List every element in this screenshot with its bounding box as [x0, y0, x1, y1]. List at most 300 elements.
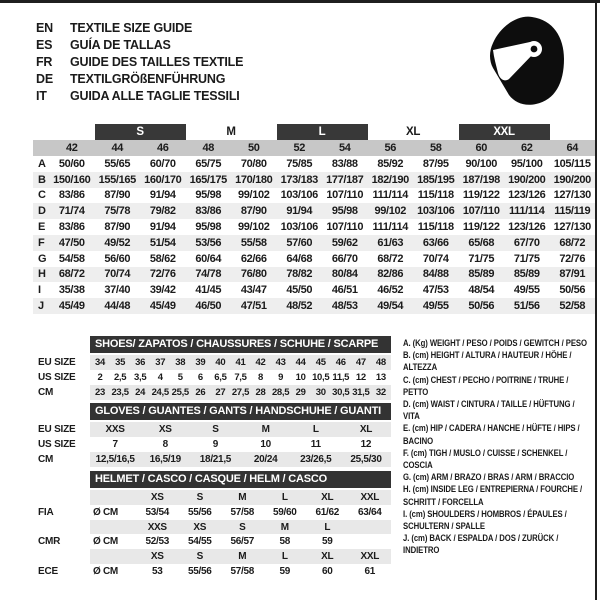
size-value: 3,5 — [134, 372, 147, 383]
measurement-value: 62/66 — [240, 252, 267, 265]
measurement-value: 103/106 — [280, 221, 318, 234]
size-value: 16,5/19 — [149, 454, 181, 465]
measurement-value: 49/54 — [368, 298, 414, 314]
size-value: 40 — [215, 357, 226, 368]
measurement-value: 70/74 — [422, 252, 449, 265]
size-value: S — [212, 424, 219, 435]
measurement-value: 58/62 — [149, 252, 176, 265]
size-group-xxl: XXL — [459, 124, 550, 140]
measurement-value: 107/110 — [326, 189, 364, 202]
shoes-label-eu-size: EU SIZE — [38, 357, 76, 368]
measurement-value: 107/110 — [326, 221, 364, 234]
language-title: TEXTILGRÖßENFÜHRUNG — [70, 72, 226, 86]
size-value: 57/58 — [230, 565, 255, 577]
size-value: 34 — [95, 357, 106, 368]
helmet-cells — [90, 549, 391, 564]
measurement-value: 177/187 — [322, 172, 368, 188]
size-value: L — [281, 492, 288, 503]
measurement-value: 107/110 — [459, 203, 505, 219]
helmet-cells — [90, 534, 391, 549]
size-value: 23 — [95, 387, 106, 398]
size-value: 61/62 — [315, 506, 340, 518]
helmet-label-ece: ECE — [38, 565, 58, 577]
measurement-value: 68/72 — [49, 267, 95, 283]
size-value: 11,5 — [332, 372, 350, 383]
spacer-cell — [33, 140, 49, 156]
measurement-value: 50/56 — [459, 298, 505, 314]
size-value: 55/56 — [187, 506, 212, 518]
size-value: 24 — [135, 387, 146, 398]
measurement-value: 64/68 — [286, 252, 313, 265]
size-value: 37 — [155, 357, 166, 368]
size-value: XXS — [147, 521, 167, 533]
measurement-value: 72/76 — [559, 252, 586, 265]
size-value: 25,5 — [171, 387, 189, 398]
size-value: 7,5 — [234, 372, 247, 383]
size-value: L — [281, 551, 288, 563]
size-group-xl: XL — [406, 126, 420, 138]
row-letter: E — [38, 221, 45, 234]
size-value: 45 — [315, 357, 326, 368]
language-code: IT — [36, 89, 47, 103]
gloves-table-title: GLOVES / GUANTES / GANTS / HANDSCHUHE / GUANTI — [90, 403, 391, 420]
measurement-value: 160/170 — [140, 172, 186, 188]
measurement-value: 43/47 — [240, 284, 267, 297]
measurement-value: 39/42 — [149, 284, 176, 297]
measurement-value: 103/106 — [280, 189, 318, 202]
size-value: 23/26,5 — [300, 454, 332, 465]
size-value: 59 — [279, 565, 291, 577]
size-number: 52 — [277, 140, 323, 156]
size-value: 12 — [355, 372, 366, 383]
size-value: 46 — [335, 357, 346, 368]
size-value: 43 — [275, 357, 286, 368]
size-value: 30 — [315, 387, 326, 398]
measurement-value: 49/55 — [513, 284, 540, 297]
measurement-value: 87/90 — [104, 189, 131, 202]
size-value: 59 — [321, 536, 333, 548]
measurement-value: 83/86 — [58, 221, 85, 234]
racing-helmet-icon — [486, 15, 566, 107]
gloves-cells — [90, 437, 391, 452]
size-value: 8 — [162, 439, 168, 450]
size-number: 60 — [459, 140, 505, 156]
measurement-value: 187/198 — [459, 172, 505, 188]
measurement-value: 119/122 — [462, 221, 500, 234]
size-value: 41 — [235, 357, 246, 368]
measurement-value: 95/98 — [195, 221, 222, 234]
measurement-value: 182/190 — [368, 172, 414, 188]
measurement-value: 45/49 — [140, 298, 186, 314]
size-value: 6 — [197, 372, 203, 383]
measurement-value: 103/106 — [413, 203, 459, 219]
measurement-value: 48/53 — [322, 298, 368, 314]
measurement-value: 115/119 — [550, 203, 596, 219]
size-value: S — [196, 492, 203, 503]
measurement-value: 72/76 — [140, 267, 186, 283]
helmet-table-title: HELMET / CASCO / CASQUE / HELM / CASCO — [90, 471, 391, 488]
size-value: 63/64 — [357, 506, 382, 518]
measurement-value: 83/86 — [58, 189, 85, 202]
measurement-value: 85/89 — [459, 267, 505, 283]
measurement-value: 60/64 — [195, 252, 222, 265]
measurement-value: 78/82 — [277, 267, 323, 283]
measurement-row-d — [33, 203, 595, 219]
measurement-row-f — [33, 235, 595, 251]
measurement-value: 111/114 — [372, 189, 408, 202]
legend-entry: A. (Kg) WEIGHT / PESO / POIDS / GEWITCH / PESO — [403, 338, 587, 348]
measurement-value: 170/180 — [231, 172, 277, 188]
legend-entry: J. (cm) BACK / ESPALDA / DOS / ZURÜCK / INDIETRO — [403, 533, 559, 556]
measurement-value: 68/72 — [377, 252, 404, 265]
size-group-m: M — [226, 126, 236, 138]
size-value: 23,5 — [111, 387, 129, 398]
language-code: DE — [36, 72, 53, 86]
size-value: 42 — [255, 357, 266, 368]
measurement-value: 61/63 — [368, 235, 414, 251]
size-value: XS — [150, 492, 164, 503]
size-number: 64 — [550, 140, 596, 156]
measurement-value: 87/91 — [550, 267, 596, 283]
helmet-row-5 — [0, 564, 600, 579]
size-value: 10,5 — [312, 372, 330, 383]
size-value: 38 — [175, 357, 186, 368]
size-value: 25,5/30 — [350, 454, 382, 465]
measurement-value: 57/60 — [277, 235, 323, 251]
size-number: 58 — [413, 140, 459, 156]
shoes-label-cm: CM — [38, 387, 54, 398]
helmet-cells — [90, 564, 391, 579]
measurement-value: 55/58 — [231, 235, 277, 251]
measurement-legend — [403, 337, 593, 557]
size-number: 56 — [368, 140, 414, 156]
helmet-cells — [90, 520, 391, 535]
size-value: 28,5 — [271, 387, 290, 398]
measurement-value: 37/40 — [104, 284, 131, 297]
measurement-value: 70/74 — [95, 267, 141, 283]
size-value: 58 — [279, 536, 291, 548]
measurement-value: 74/78 — [186, 267, 232, 283]
language-title: TEXTILE SIZE GUIDE — [70, 21, 193, 35]
measurement-value: 48/54 — [468, 284, 495, 297]
diameter-cm-label: Ø CM — [93, 536, 118, 548]
size-value: 61 — [364, 565, 376, 577]
size-number: 44 — [95, 140, 141, 156]
size-value: M — [261, 424, 270, 435]
measurement-value: 50/56 — [559, 284, 586, 297]
measurement-row-a — [33, 156, 595, 172]
legend-entry: F. (cm) TIGH / MUSLO / CUISSE / SCHENKEL / COSCIA — [403, 447, 568, 471]
diameter-cm-label: Ø CM — [93, 565, 118, 577]
legend-entry: D. (cm) WAIST / CINTURA / TAILLE / HÜFTUNG / VITA — [403, 399, 575, 422]
size-value: 53 — [151, 565, 163, 577]
size-value: 36 — [135, 357, 146, 368]
legend-entry: C. (cm) CHEST / PECHO / POITRINE / TRUHE / PETTO — [403, 374, 569, 397]
measurement-value: 35/38 — [58, 284, 85, 297]
measurement-value: 45/50 — [286, 284, 313, 297]
size-number: 54 — [322, 140, 368, 156]
legend-entry: I. (cm) SHOULDERS / HOMBROS / ÉPAULES / SCHULTERN / SPALLE — [403, 508, 567, 532]
measurement-value: 50/60 — [58, 157, 85, 170]
size-value: L — [312, 424, 319, 435]
measurement-value: 44/48 — [95, 298, 141, 314]
measurement-value: 70/80 — [240, 157, 267, 170]
size-value: 35 — [115, 357, 126, 368]
row-letter: F — [33, 235, 49, 251]
legend-entry: G. (cm) ARM / BRAZO / BRAS / ARM / BRACCIO — [403, 472, 575, 483]
measurement-value: 123/126 — [508, 221, 546, 234]
size-value: 57/58 — [230, 506, 255, 518]
size-value — [349, 520, 392, 535]
measurement-value: 123/126 — [508, 189, 546, 202]
language-code: EN — [36, 21, 53, 35]
measurement-value: 41/45 — [195, 284, 222, 297]
language-code: ES — [36, 38, 53, 52]
measurement-value: 63/66 — [413, 235, 459, 251]
size-value: 8 — [258, 372, 264, 383]
measurement-value: 150/160 — [49, 172, 95, 188]
measurement-value: 51/56 — [504, 298, 550, 314]
measurement-value: 105/115 — [553, 157, 591, 170]
size-value: 2 — [97, 372, 103, 383]
measurement-value: 111/114 — [372, 221, 408, 234]
measurement-value: 54/58 — [58, 252, 85, 265]
shoes-label-us-size: US SIZE — [38, 372, 76, 383]
size-value: 26 — [195, 387, 206, 398]
size-value: 13 — [375, 372, 386, 383]
language-title: GUIDE DES TAILLES TEXTILE — [70, 55, 244, 69]
size-value: 27,5 — [231, 387, 250, 398]
size-value: 54/55 — [187, 536, 212, 548]
measurement-row-b — [33, 172, 595, 188]
helmet-cells — [90, 490, 391, 505]
language-row — [36, 20, 243, 37]
row-letter: H — [33, 267, 49, 283]
language-code: FR — [36, 55, 53, 69]
measurement-value: 47/53 — [422, 284, 449, 297]
measurement-value: 127/130 — [553, 221, 591, 234]
shoes-table-title: SHOES/ ZAPATOS / CHAUSSURES / SCHUHE / SCARPE — [90, 336, 391, 353]
shoes-cells — [90, 370, 391, 385]
legend-entry: E. (cm) HIP / CADERA / HANCHE / HÜFTE / HIPS / BACINO — [403, 423, 580, 446]
measurement-value: 52/58 — [550, 298, 596, 314]
size-value: 11 — [310, 439, 321, 450]
measurement-value: 87/90 — [104, 221, 131, 234]
size-value: 28 — [255, 387, 266, 398]
row-letter: C — [38, 189, 46, 202]
size-value: 7 — [112, 439, 118, 450]
size-value: 56/57 — [230, 536, 255, 548]
shoes-cells — [90, 385, 391, 400]
measurement-value: 71/75 — [513, 252, 540, 265]
size-value: 52/53 — [145, 536, 170, 548]
gloves-cells — [90, 422, 391, 437]
helmet-cells — [90, 505, 391, 520]
measurement-row-h — [33, 267, 595, 283]
row-letter: D — [33, 203, 49, 219]
measurement-value: 155/165 — [95, 172, 141, 188]
size-value: 12,5/16,5 — [95, 454, 135, 465]
measurement-value: 95/98 — [322, 203, 368, 219]
measurement-value: 53/56 — [186, 235, 232, 251]
size-value: XXL — [360, 492, 380, 503]
measurement-value: 115/118 — [417, 221, 454, 234]
language-title: GUIDA ALLE TAGLIE TESSILI — [70, 89, 240, 103]
measurement-value: 83/88 — [331, 157, 358, 170]
size-value: XS — [158, 424, 172, 435]
measurement-value: 55/65 — [104, 157, 131, 170]
size-value: 29 — [295, 387, 306, 398]
measurement-value: 65/75 — [195, 157, 222, 170]
measurement-value: 71/75 — [468, 252, 495, 265]
measurement-value: 83/86 — [186, 203, 232, 219]
measurement-value: 95/98 — [195, 189, 222, 202]
measurement-row-e — [33, 219, 595, 235]
size-value: 30,5 — [332, 387, 350, 398]
size-value: XS — [150, 551, 164, 563]
measurement-value: 99/102 — [237, 189, 270, 202]
measurement-value: 67/70 — [504, 235, 550, 251]
measurement-value: 185/195 — [413, 172, 459, 188]
measurement-value: 46/51 — [331, 284, 358, 297]
measurement-value: 75/78 — [95, 203, 141, 219]
row-letter: I — [38, 284, 41, 297]
measurement-value: 56/60 — [104, 252, 131, 265]
size-value: 18/21,5 — [199, 454, 232, 465]
size-value: XL — [321, 492, 334, 503]
measurement-value: 46/50 — [186, 298, 232, 314]
size-number: 42 — [49, 140, 95, 156]
measurement-value: 66/70 — [331, 252, 358, 265]
measurement-value: 91/94 — [277, 203, 323, 219]
measurement-value: 90/100 — [465, 157, 498, 170]
size-value: M — [238, 551, 247, 563]
size-value: XXS — [105, 424, 125, 435]
size-value: 32 — [375, 387, 386, 398]
size-value: 60 — [321, 565, 333, 577]
measurement-value: 47/51 — [231, 298, 277, 314]
measurement-value: 75/85 — [286, 157, 313, 170]
row-letter: A — [38, 157, 46, 170]
measurement-value: 49/52 — [95, 235, 141, 251]
measurement-value: 85/89 — [504, 267, 550, 283]
measurement-value: 190/200 — [504, 172, 550, 188]
size-group-row — [33, 124, 595, 140]
measurement-value: 45/49 — [49, 298, 95, 314]
size-number: 50 — [231, 140, 277, 156]
legend-entry: H. (cm) INSIDE LEG / ENTREPIERNA / FOURCHE / SCHRITT / FORCELLA — [403, 484, 583, 507]
measurement-row-j — [33, 298, 595, 314]
size-value: 6,5 — [214, 372, 227, 383]
measurement-value: 84/88 — [413, 267, 459, 283]
language-title-list — [36, 20, 243, 105]
shoes-cells — [90, 355, 391, 370]
measurement-value: 46/52 — [377, 284, 404, 297]
measurement-row-c — [33, 188, 595, 204]
size-value: 24,5 — [151, 387, 169, 398]
measurement-value: 95/100 — [510, 157, 543, 170]
size-value: 4 — [157, 372, 163, 383]
spacer-cell — [90, 520, 136, 535]
size-value: M — [280, 521, 289, 533]
size-value: S — [239, 521, 246, 533]
language-row — [36, 37, 243, 54]
size-value: 10 — [295, 372, 306, 383]
size-value: 10 — [260, 439, 271, 450]
language-row — [36, 54, 243, 71]
spacer-cell — [90, 490, 136, 505]
size-value: L — [324, 521, 331, 533]
helmet-label-cmr: CMR — [38, 536, 61, 548]
size-value: XXL — [360, 551, 380, 563]
size-value — [349, 534, 392, 549]
gloves-label-us-size: US SIZE — [38, 439, 76, 450]
size-value: M — [238, 492, 247, 503]
size-number: 48 — [186, 140, 232, 156]
size-value: XL — [359, 424, 373, 435]
size-number-row — [33, 140, 595, 156]
measurement-value: 47/50 — [49, 235, 95, 251]
size-value: XL — [321, 551, 334, 563]
measurement-row-g — [33, 251, 595, 267]
size-value: 39 — [195, 357, 206, 368]
measurement-row-i — [33, 282, 595, 298]
size-number: 46 — [140, 140, 186, 156]
gloves-label-cm: CM — [38, 454, 54, 465]
size-value: 53/54 — [145, 506, 170, 518]
measurement-value: 119/122 — [462, 189, 500, 202]
main-size-table — [33, 124, 595, 314]
size-group-l: L — [277, 124, 368, 140]
measurement-value: 59/62 — [322, 235, 368, 251]
row-letter: B — [33, 172, 49, 188]
measurement-value: 82/86 — [368, 267, 414, 283]
measurement-value: 68/72 — [550, 235, 596, 251]
measurement-value: 71/74 — [49, 203, 95, 219]
row-letter: J — [33, 298, 49, 314]
language-row — [36, 71, 243, 88]
size-value: 5 — [177, 372, 183, 383]
size-value: 31,5 — [352, 387, 370, 398]
measurement-value: 51/54 — [140, 235, 186, 251]
measurement-value: 79/82 — [140, 203, 186, 219]
measurement-value: 85/92 — [377, 157, 404, 170]
gloves-label-eu-size: EU SIZE — [38, 424, 76, 435]
measurement-value: 115/118 — [417, 189, 454, 202]
measurement-value: 111/114 — [504, 203, 550, 219]
size-value: 48 — [375, 357, 386, 368]
measurement-value: 49/55 — [413, 298, 459, 314]
size-value: 9 — [278, 372, 284, 383]
size-value: 44 — [295, 357, 306, 368]
measurement-value: 165/175 — [186, 172, 232, 188]
measurement-value: 65/68 — [459, 235, 505, 251]
measurement-value: 99/102 — [368, 203, 414, 219]
spacer-cell — [550, 124, 596, 140]
size-value: 59/60 — [272, 506, 297, 518]
row-letter: G — [38, 252, 47, 265]
helmet-label-fia: FIA — [38, 506, 54, 518]
size-value: S — [196, 551, 203, 563]
spacer-cell — [90, 549, 136, 564]
size-number: 62 — [504, 140, 550, 156]
measurement-value: 76/80 — [231, 267, 277, 283]
size-value: 20/24 — [253, 454, 278, 465]
legend-entry: B. (cm) HEIGHT / ALTURA / HAUTEUR / HÖHE / ALTEZZA — [403, 350, 572, 373]
measurement-value: 87/90 — [231, 203, 277, 219]
size-value: XS — [193, 521, 207, 533]
size-value: 27 — [215, 387, 226, 398]
